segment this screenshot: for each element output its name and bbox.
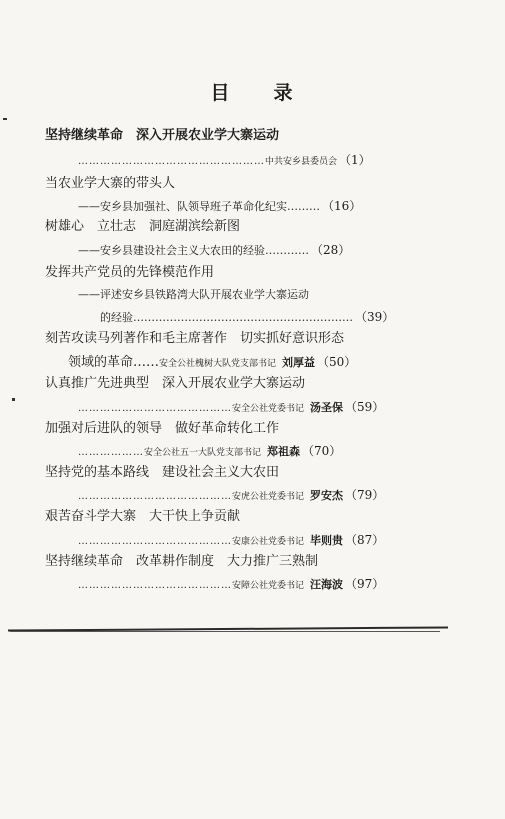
toc-line (78, 487, 384, 505)
page-number: （16） (322, 199, 362, 213)
author-name: 汤圣保 (310, 401, 344, 414)
entry-title: 认真推广先进典型 深入开展农业学大寨运动 (45, 376, 306, 391)
entry-author: 安全公社党委书记 (232, 404, 305, 414)
entry-title: 发挥共产党员的先锋模范作用 (45, 265, 215, 280)
entry-author: 安全公社槐树大队党支部书记 (159, 359, 277, 369)
entry-title: 刻苦攻读马列著作和毛主席著作 切实抓好意识形态 (45, 331, 345, 346)
toc-line (45, 176, 175, 192)
entry-subtitle: ——安乡县加强社、队领导班子革命化纪实……… (78, 200, 320, 213)
leader-dots: …………………………………………… (78, 156, 265, 167)
page-number: （50） (317, 355, 357, 369)
toc-line (45, 421, 279, 437)
toc-line (78, 287, 309, 303)
leader-dots: ……………… (78, 447, 144, 458)
entry-author: 安全公社五一大队党支部书记 (144, 448, 262, 458)
entry-title: 当农业学大寨的带头人 (45, 176, 176, 191)
entry-title: 树雄心 立壮志 洞庭湖滨绘新图 (45, 219, 241, 234)
entry-author: 安障公社党委书记 (232, 581, 305, 591)
toc-line (45, 331, 344, 347)
entry-subtitle: ——安乡县建设社会主义大农田的经验………… (78, 244, 309, 257)
leader-dots: …………………………………… (78, 536, 232, 547)
page-number: （97） (345, 577, 385, 591)
toc-line (45, 219, 240, 235)
bottom-rule-shadow (10, 631, 440, 632)
page-number: （70） (302, 444, 342, 458)
entry-author: 中共安乡县委员会 (265, 157, 338, 167)
author-name: 郑祖森 (267, 445, 301, 458)
toc-line (78, 152, 371, 170)
toc-line (45, 554, 318, 570)
author-name: 汪海波 (310, 578, 344, 591)
margin-mark (12, 398, 15, 401)
title-char-2: 录 (273, 82, 295, 104)
toc-line (68, 354, 356, 372)
author-name: 刘厚益 (282, 356, 316, 369)
entry-title: 坚持党的基本路线 建设社会主义大农田 (45, 465, 280, 480)
entry-title: 坚持继续革命 深入开展农业学大寨运动 (45, 128, 280, 143)
toc-line (100, 309, 394, 326)
author-name: 罗安杰 (310, 489, 344, 502)
page-number: （79） (345, 488, 385, 502)
author-name: 毕则贵 (310, 534, 344, 547)
leader-dots: …………………………………… (78, 491, 232, 502)
page-number: （39） (355, 310, 395, 324)
toc-line (45, 509, 240, 525)
page-number: （28） (311, 243, 351, 257)
entry-title: 加强对后进队的领导 做好革命转化工作 (45, 421, 280, 436)
toc-line (45, 465, 279, 481)
page-number: （1） (339, 153, 371, 167)
entry-author: 安虎公社党委书记 (232, 492, 305, 502)
toc-line (45, 265, 214, 281)
toc-line (78, 443, 341, 461)
toc-line (78, 198, 361, 215)
leader-dots: …………………………………… (78, 580, 232, 591)
page-title (0, 78, 505, 105)
toc-line (78, 399, 384, 417)
page-number: （87） (345, 533, 385, 547)
entry-title: 艰苦奋斗学大寨 大干快上争贡献 (45, 509, 241, 524)
margin-mark (3, 118, 7, 120)
toc-line (78, 242, 350, 259)
entry-subtitle: 领域的革命…… (68, 355, 160, 370)
toc-line (78, 532, 384, 550)
page-number: （59） (345, 400, 385, 414)
toc-line (45, 376, 305, 392)
entry-title: 坚持继续革命 改革耕作制度 大力推广三熟制 (45, 554, 319, 569)
toc-line (78, 576, 384, 594)
leader-dots: …………………………………… (78, 403, 232, 414)
entry-subtitle: ——评述安乡县铁路湾大队开展农业学大寨运动 (78, 288, 309, 301)
entry-author: 安康公社党委书记 (232, 537, 305, 547)
entry-subtitle: 的经验…………………………………………………… (100, 311, 353, 324)
title-char-1: 目 (210, 82, 232, 104)
toc-line (45, 128, 279, 144)
